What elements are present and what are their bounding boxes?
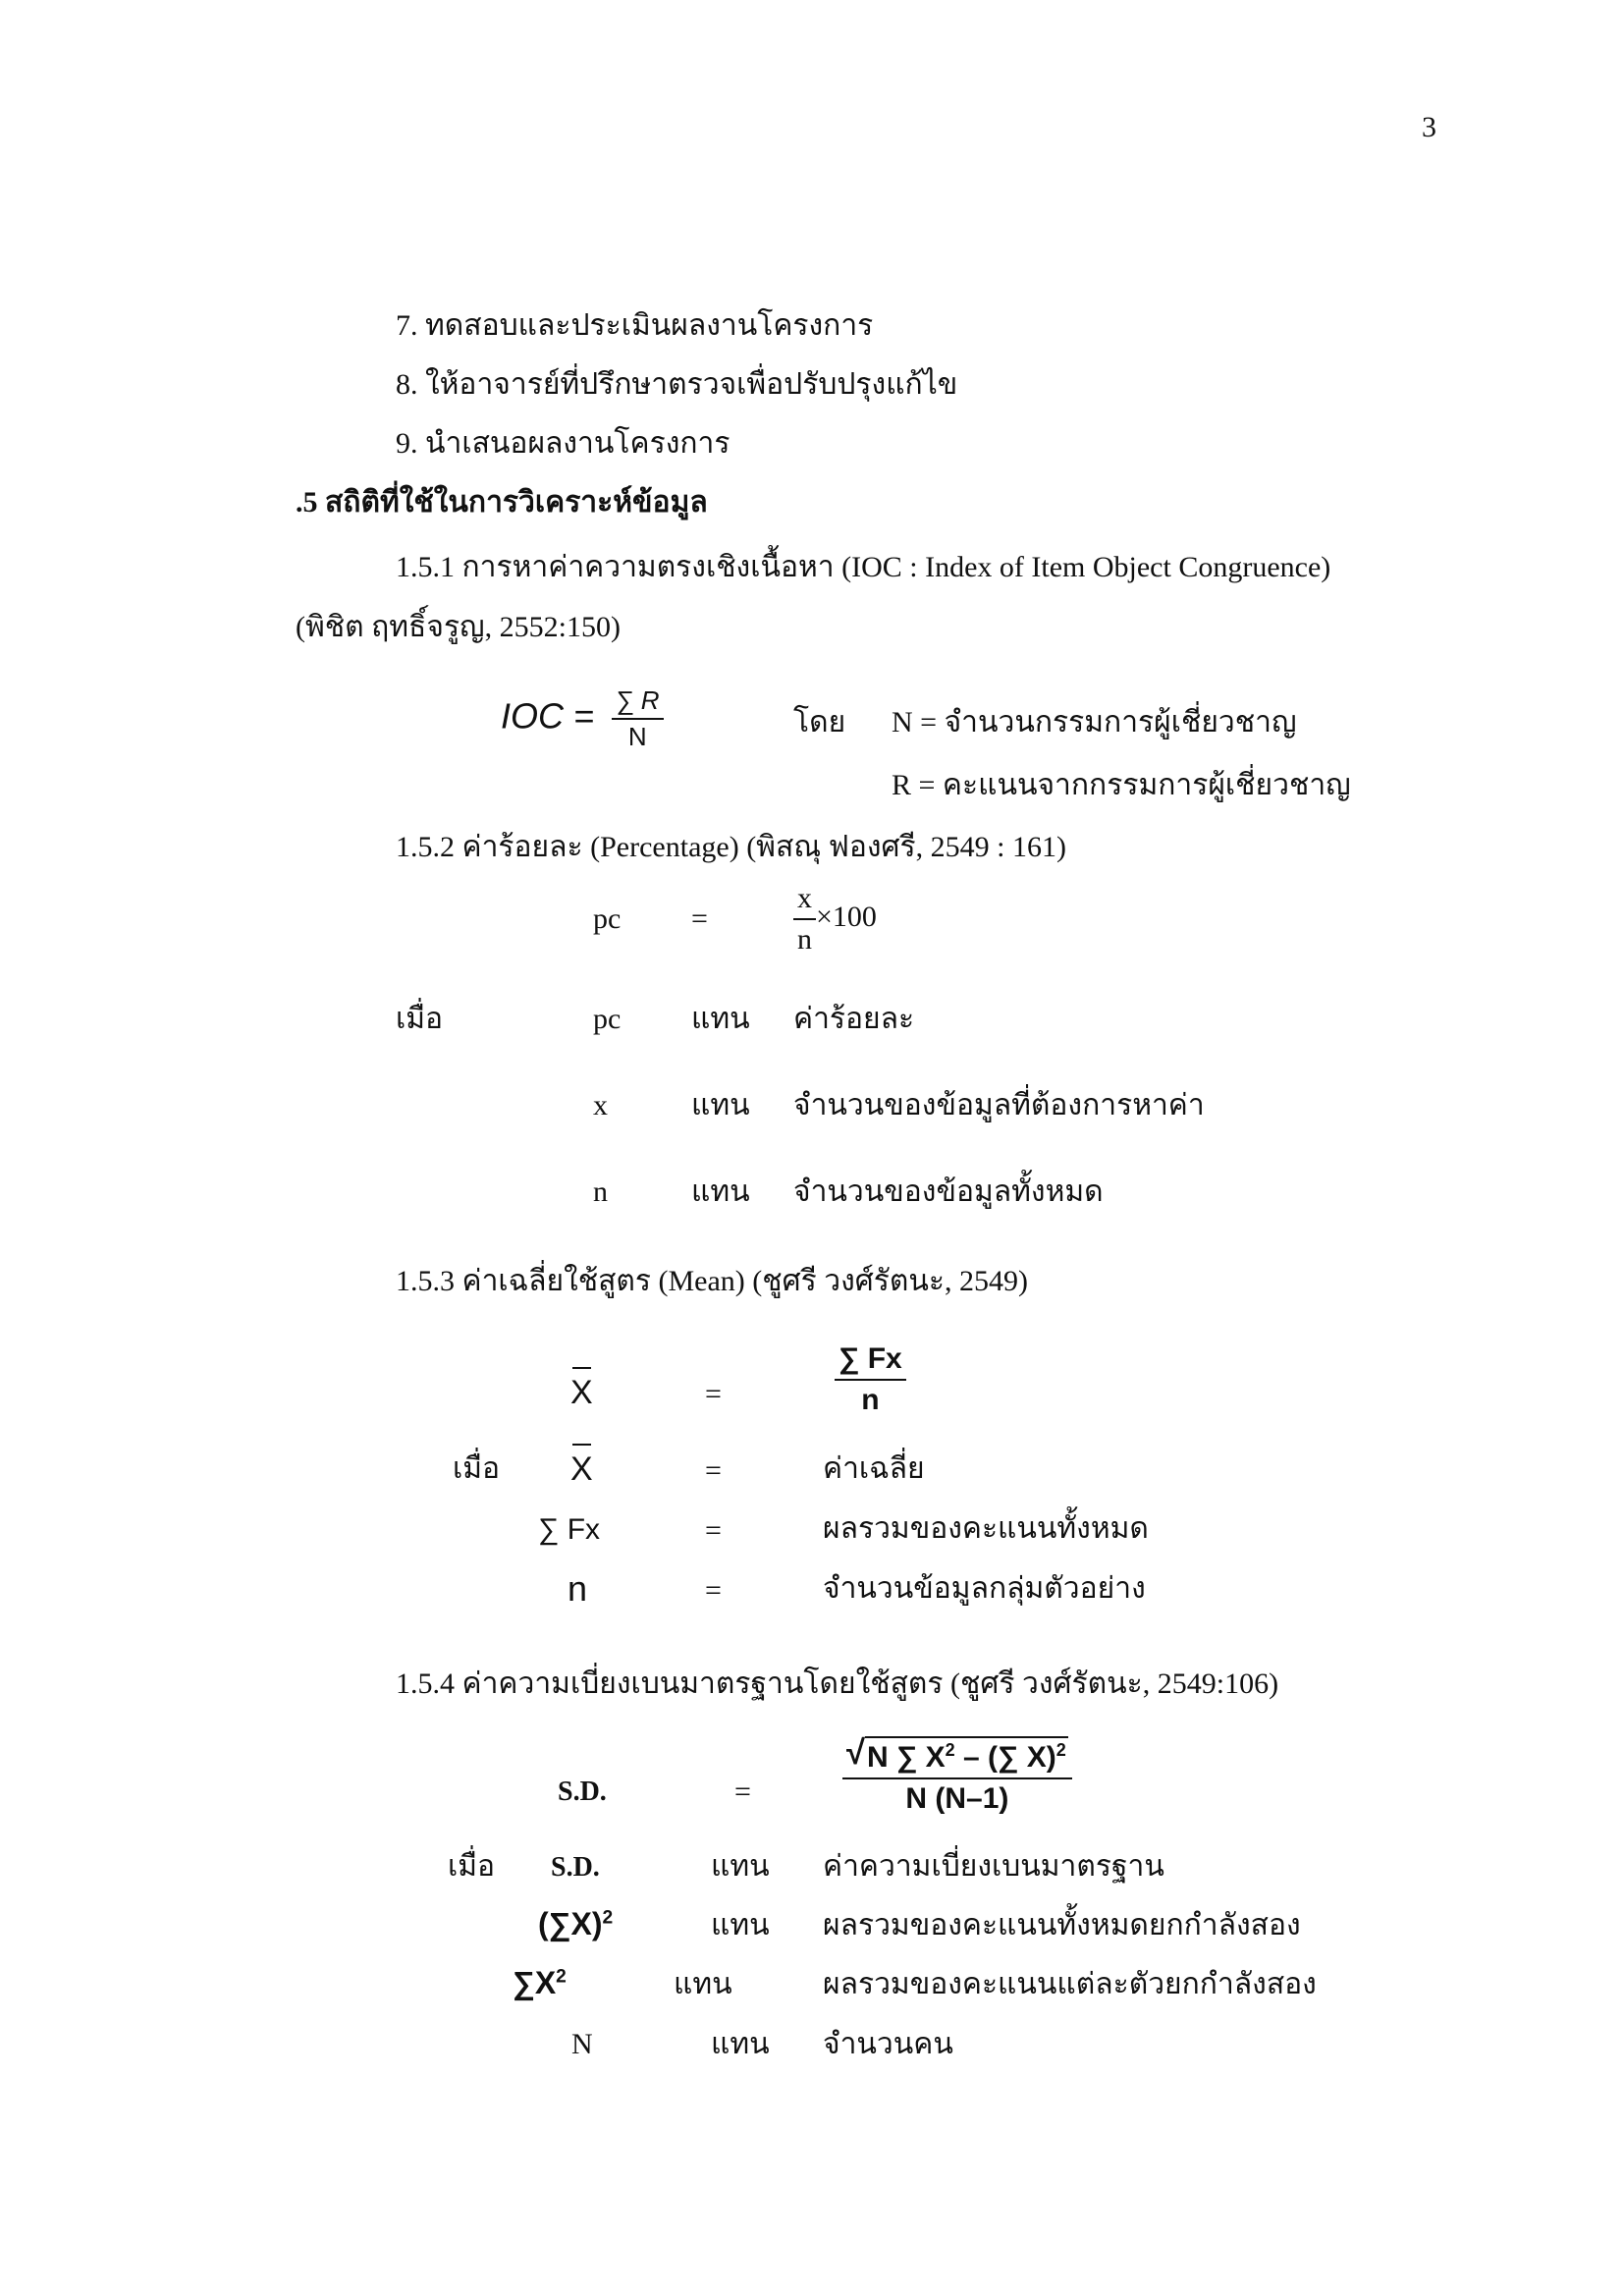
ioc-title: 1.5.1 การหาค่าความตรงเชิงเนื้อหา (IOC : Index of Item Object Congruence) bbox=[396, 551, 1331, 583]
mean-title: 1.5.3 ค่าเฉลี่ยใช้สูตร (Mean) (ชูศรี วงศ์รัตนะ, 2549) bbox=[396, 1265, 1029, 1297]
sd-sym-3 bbox=[513, 1964, 567, 2001]
ioc-fraction bbox=[612, 685, 664, 752]
mean-sym-3: n bbox=[568, 1568, 588, 1609]
mean-formula bbox=[835, 1341, 906, 1418]
mean-desc-2: ผลรวมของคะแนนทั้งหมด bbox=[823, 1512, 1149, 1545]
sd-desc-4: จำนวนคน bbox=[823, 2028, 953, 2060]
percentage-rel-2: แทน bbox=[691, 1089, 750, 1121]
mean-equals: = bbox=[705, 1378, 722, 1410]
mean-rel-1: = bbox=[705, 1454, 722, 1487]
sd-fraction bbox=[842, 1736, 1072, 1817]
percentage-desc-1: ค่าร้อยละ bbox=[793, 1003, 915, 1035]
mean-fraction bbox=[835, 1341, 906, 1418]
sd-rel-4: แทน bbox=[711, 2028, 770, 2060]
sd-denominator: N (N–1) bbox=[905, 1782, 1009, 1815]
sd-desc-3: ผลรวมของคะแนนแต่ละตัวยกกำลังสอง bbox=[823, 1968, 1317, 2000]
percentage-times: ×100 bbox=[816, 900, 877, 933]
percentage-denominator: n bbox=[797, 923, 812, 956]
sd-num-a: N ∑ X bbox=[866, 1741, 946, 1774]
ioc-def-r: R = คะแนนจากกรรมการผู้เชี่ยวชาญ bbox=[892, 769, 1351, 801]
sd-num-a-exp: 2 bbox=[945, 1740, 955, 1760]
mean-rel-2: = bbox=[705, 1514, 722, 1547]
step-8: 8. ให้อาจารย์ที่ปรึกษาตรวจเพื่อปรับปรุงแก้ไข bbox=[396, 368, 958, 401]
mean-lhs bbox=[570, 1373, 593, 1413]
sd-sym-2-exp: 2 bbox=[602, 1907, 614, 1929]
sd-title: 1.5.4 ค่าความเบี่ยงเบนมาตรฐานโดยใช้สูตร (ชูศรี วงศ์รัตนะ, 2549:106) bbox=[396, 1667, 1279, 1700]
mean-desc-3: จำนวนข้อมูลกลุ่มตัวอย่าง bbox=[823, 1572, 1146, 1605]
mean-sym-1 bbox=[570, 1449, 593, 1490]
percentage-numerator: x bbox=[793, 881, 816, 920]
percentage-equals: = bbox=[691, 902, 708, 935]
percentage-rel-1: แทน bbox=[691, 1003, 750, 1035]
mean-denominator: n bbox=[861, 1384, 880, 1416]
percentage-fraction bbox=[793, 881, 816, 957]
sd-sym-3-text: ∑X bbox=[513, 1965, 557, 2000]
mean-sym-1-text: X bbox=[570, 1450, 593, 1488]
step-9: 9. นำเสนอผลงานโครงการ bbox=[396, 427, 730, 460]
sd-sqrt bbox=[846, 1736, 1068, 1776]
ioc-numerator: ∑ R bbox=[612, 685, 664, 720]
sd-sym-2-text: (∑X) bbox=[538, 1906, 603, 1941]
sd-rel-2: แทน bbox=[711, 1909, 770, 1941]
percentage-sym-1: pc bbox=[593, 1003, 622, 1035]
percentage-formula bbox=[793, 881, 877, 957]
sd-desc-2: ผลรวมของคะแนนทั้งหมดยกกำลังสอง bbox=[823, 1909, 1301, 1941]
sd-sym-3-exp: 2 bbox=[556, 1966, 567, 1988]
mean-lhs-symbol: X bbox=[570, 1374, 593, 1411]
percentage-rel-3: แทน bbox=[691, 1175, 750, 1208]
percentage-sym-2: x bbox=[593, 1089, 608, 1121]
percentage-lhs: pc bbox=[593, 902, 622, 935]
mean-sym-2: ∑ Fx bbox=[538, 1513, 601, 1546]
ioc-def-n: N = จำนวนกรรมการผู้เชี่ยวชาญ bbox=[892, 706, 1297, 738]
sd-num-b-exp: 2 bbox=[1055, 1740, 1066, 1760]
percentage-desc-2: จำนวนของข้อมูลที่ต้องการหาค่า bbox=[793, 1089, 1205, 1121]
sd-sqrt-content bbox=[865, 1736, 1068, 1776]
sd-rel-3: แทน bbox=[674, 1968, 732, 2000]
step-7: 7. ทดสอบและประเมินผลงานโครงการ bbox=[396, 309, 874, 342]
percentage-when: เมื่อ bbox=[396, 1003, 444, 1035]
mean-desc-1: ค่าเฉลี่ย bbox=[823, 1452, 925, 1485]
sd-lhs: S.D. bbox=[558, 1777, 607, 1807]
sd-sym-2 bbox=[538, 1905, 613, 1942]
sd-desc-1: ค่าความเบี่ยงเบนมาตรฐาน bbox=[823, 1850, 1164, 1883]
mean-rel-3: = bbox=[705, 1574, 722, 1607]
ioc-lhs: IOC = bbox=[501, 695, 595, 737]
percentage-sym-3: n bbox=[593, 1175, 608, 1208]
mean-numerator: ∑ Fx bbox=[835, 1341, 906, 1381]
page-number: 3 bbox=[1422, 111, 1436, 143]
sd-rel-1: แทน bbox=[711, 1850, 770, 1883]
ioc-citation: (พิชิต ฤทธิ์จรูญ, 2552:150) bbox=[296, 611, 621, 643]
ioc-denominator: N bbox=[627, 722, 647, 752]
sqrt-icon: √ bbox=[846, 1734, 865, 1772]
sd-equals: = bbox=[734, 1776, 751, 1808]
percentage-desc-3: จำนวนของข้อมูลทั้งหมด bbox=[793, 1175, 1104, 1208]
ioc-by-label: โดย bbox=[793, 706, 846, 738]
sd-sym-4: N bbox=[571, 2028, 593, 2060]
percentage-title: 1.5.2 ค่าร้อยละ (Percentage) (พิสณุ ฟองศรี, 2549 : 161) bbox=[396, 831, 1066, 863]
section-heading: .5 สถิติที่ใช้ในการวิเคราะห์ข้อมูล bbox=[296, 486, 708, 519]
sd-sym-1: S.D. bbox=[551, 1852, 600, 1883]
sd-when: เมื่อ bbox=[448, 1850, 496, 1883]
sd-formula bbox=[842, 1736, 1072, 1817]
sd-num-b: – (∑ X) bbox=[954, 1741, 1056, 1774]
mean-when: เมื่อ bbox=[453, 1452, 501, 1485]
sd-numerator bbox=[842, 1736, 1072, 1779]
ioc-formula bbox=[501, 685, 664, 752]
